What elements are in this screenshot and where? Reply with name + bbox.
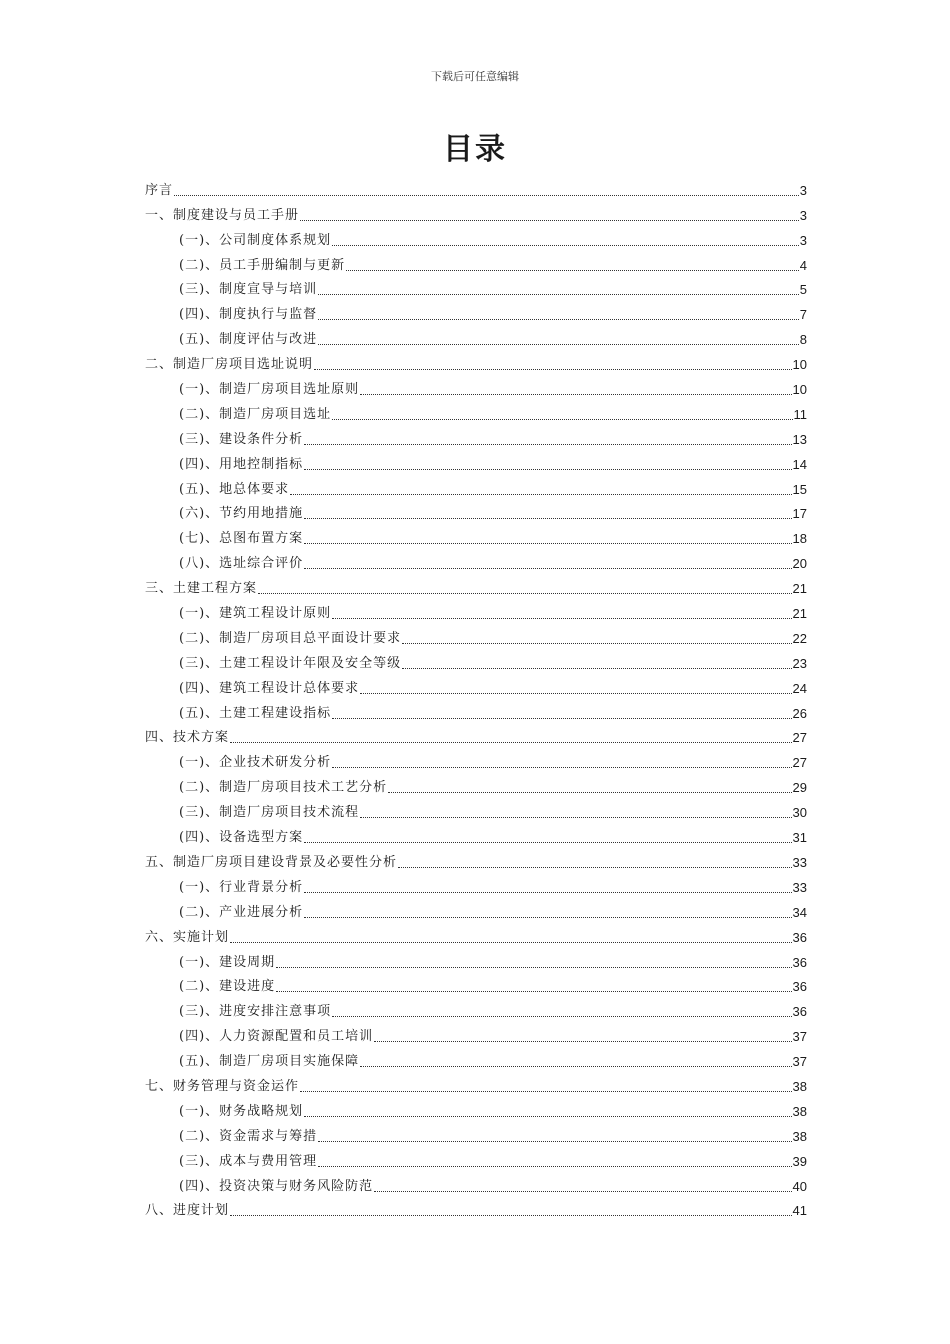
toc-entry-label: (三)、进度安排注意事项 bbox=[179, 1004, 332, 1020]
toc-entry-label: (一)、财务战略规划 bbox=[179, 1103, 304, 1119]
toc-entry-label: 八、进度计划 bbox=[145, 1203, 230, 1219]
toc-dot-leader bbox=[300, 220, 799, 221]
toc-entry[interactable] bbox=[145, 995, 807, 1020]
toc-entry-page-number: 33 bbox=[792, 854, 807, 870]
toc-entry[interactable] bbox=[145, 498, 807, 523]
toc-entry-page-number: 29 bbox=[792, 780, 807, 796]
toc-entry[interactable] bbox=[145, 1070, 807, 1095]
toc-entry[interactable] bbox=[145, 896, 807, 921]
toc-dot-leader bbox=[304, 568, 791, 569]
toc-entry-page-number: 38 bbox=[792, 1103, 807, 1119]
toc-entry-label: (三)、建设条件分析 bbox=[179, 431, 304, 447]
toc-entry[interactable] bbox=[145, 597, 807, 622]
toc-entry-page-number: 13 bbox=[792, 431, 807, 447]
toc-entry-label: 五、制造厂房项目建设背景及必要性分析 bbox=[145, 854, 398, 870]
toc-entry[interactable] bbox=[145, 697, 807, 722]
toc-entry-label: (一)、制造厂房项目选址原则 bbox=[179, 382, 360, 398]
toc-entry[interactable] bbox=[145, 224, 807, 249]
toc-entry-page-number: 11 bbox=[793, 406, 807, 422]
toc-entry-page-number: 26 bbox=[792, 705, 807, 721]
toc-entry-page-number: 10 bbox=[792, 382, 807, 398]
toc-entry[interactable] bbox=[145, 174, 807, 199]
toc-dot-leader bbox=[402, 668, 791, 669]
toc-entry-label: (五)、地总体要求 bbox=[179, 481, 290, 497]
toc-dot-leader bbox=[230, 942, 792, 943]
toc-entry-page-number: 20 bbox=[792, 556, 807, 572]
toc-entry-page-number: 30 bbox=[792, 805, 807, 821]
toc-dot-leader bbox=[258, 593, 792, 594]
toc-entry[interactable] bbox=[145, 423, 807, 448]
toc-entry-label: (三)、土建工程设计年限及安全等级 bbox=[179, 655, 402, 671]
toc-entry-page-number: 18 bbox=[792, 531, 807, 547]
toc-entry-page-number: 21 bbox=[792, 606, 807, 622]
toc-list bbox=[145, 174, 807, 1219]
toc-entry[interactable] bbox=[145, 1095, 807, 1120]
toc-entry-page-number: 40 bbox=[792, 1178, 807, 1194]
toc-entry[interactable] bbox=[145, 348, 807, 373]
toc-entry-label: (二)、制造厂房项目总平面设计要求 bbox=[179, 630, 402, 646]
toc-entry-page-number: 10 bbox=[792, 357, 807, 373]
toc-entry-label: (二)、制造厂房项目选址 bbox=[179, 406, 332, 422]
toc-dot-leader bbox=[398, 867, 792, 868]
toc-dot-leader bbox=[360, 693, 791, 694]
toc-entry-page-number: 22 bbox=[792, 630, 807, 646]
toc-entry-label: (四)、用地控制指标 bbox=[179, 456, 304, 472]
toc-dot-leader bbox=[276, 967, 791, 968]
toc-entry-page-number: 5 bbox=[799, 282, 807, 298]
toc-entry-page-number: 38 bbox=[792, 1078, 807, 1094]
toc-entry-label: (二)、制造厂房项目技术工艺分析 bbox=[179, 780, 388, 796]
toc-entry-page-number: 27 bbox=[792, 755, 807, 771]
toc-dot-leader bbox=[318, 1141, 791, 1142]
toc-entry-label: (三)、成本与费用管理 bbox=[179, 1153, 318, 1169]
toc-entry-label: (六)、节约用地措施 bbox=[179, 506, 304, 522]
toc-entry-label: (五)、制度评估与改进 bbox=[179, 332, 318, 348]
toc-entry[interactable] bbox=[145, 298, 807, 323]
toc-entry[interactable] bbox=[145, 1045, 807, 1070]
toc-entry[interactable] bbox=[145, 622, 807, 647]
toc-dot-leader bbox=[332, 1016, 791, 1017]
toc-entry-label: (四)、投资决策与财务风险防范 bbox=[179, 1178, 374, 1194]
toc-entry-page-number: 36 bbox=[792, 954, 807, 970]
toc-entry-label: (四)、建筑工程设计总体要求 bbox=[179, 680, 360, 696]
toc-dot-leader bbox=[304, 469, 791, 470]
toc-entry-page-number: 23 bbox=[792, 655, 807, 671]
toc-dot-leader bbox=[304, 543, 791, 544]
toc-dot-leader bbox=[360, 1066, 791, 1067]
toc-dot-leader bbox=[374, 1041, 791, 1042]
toc-entry-label: (四)、制度执行与监督 bbox=[179, 307, 318, 323]
toc-entry[interactable] bbox=[145, 522, 807, 547]
toc-entry[interactable] bbox=[145, 1195, 807, 1220]
toc-entry-page-number: 14 bbox=[792, 456, 807, 472]
toc-entry-page-number: 34 bbox=[792, 904, 807, 920]
toc-dot-leader bbox=[276, 991, 791, 992]
toc-entry[interactable] bbox=[145, 871, 807, 896]
toc-entry-label: 七、财务管理与资金运作 bbox=[145, 1078, 300, 1094]
toc-entry-label: (二)、建设进度 bbox=[179, 979, 276, 995]
toc-entry-page-number: 36 bbox=[792, 929, 807, 945]
toc-entry-page-number: 27 bbox=[792, 730, 807, 746]
toc-entry-page-number: 39 bbox=[792, 1153, 807, 1169]
toc-entry[interactable] bbox=[145, 1020, 807, 1045]
toc-dot-leader bbox=[332, 767, 791, 768]
toc-entry-label: (四)、人力资源配置和员工培训 bbox=[179, 1029, 374, 1045]
toc-entry-label: 三、土建工程方案 bbox=[145, 581, 258, 597]
toc-entry-page-number: 33 bbox=[792, 879, 807, 895]
toc-entry-page-number: 36 bbox=[792, 979, 807, 995]
toc-entry-page-number: 8 bbox=[799, 332, 807, 348]
toc-dot-leader bbox=[290, 494, 791, 495]
toc-entry[interactable] bbox=[145, 373, 807, 398]
toc-entry-label: (五)、制造厂房项目实施保障 bbox=[179, 1054, 360, 1070]
toc-dot-leader bbox=[360, 817, 791, 818]
header-note: 下载后可任意编辑 bbox=[431, 70, 519, 83]
toc-dot-leader bbox=[304, 444, 791, 445]
toc-dot-leader bbox=[300, 1091, 792, 1092]
toc-dot-leader bbox=[304, 842, 791, 843]
toc-entry[interactable] bbox=[145, 672, 807, 697]
toc-dot-leader bbox=[318, 294, 799, 295]
toc-entry-label: (二)、产业进展分析 bbox=[179, 904, 304, 920]
toc-entry[interactable] bbox=[145, 946, 807, 971]
toc-dot-leader bbox=[332, 419, 792, 420]
toc-entry-label: (一)、企业技术研发分析 bbox=[179, 755, 332, 771]
toc-entry[interactable] bbox=[145, 1145, 807, 1170]
toc-entry-page-number: 3 bbox=[799, 182, 807, 198]
toc-entry-page-number: 17 bbox=[792, 506, 807, 522]
toc-entry[interactable] bbox=[145, 448, 807, 473]
toc-dot-leader bbox=[346, 270, 799, 271]
toc-entry-label: (五)、土建工程建设指标 bbox=[179, 705, 332, 721]
toc-entry-label: (一)、建设周期 bbox=[179, 954, 276, 970]
toc-title: 目录 bbox=[443, 132, 507, 167]
toc-entry[interactable] bbox=[145, 746, 807, 771]
toc-dot-leader bbox=[174, 195, 799, 196]
toc-entry-page-number: 21 bbox=[792, 581, 807, 597]
toc-entry-label: 二、制造厂房项目选址说明 bbox=[145, 357, 314, 373]
toc-entry[interactable] bbox=[145, 647, 807, 672]
toc-entry-label: 序言 bbox=[145, 182, 174, 198]
toc-entry-label: (二)、资金需求与筹措 bbox=[179, 1128, 318, 1144]
toc-entry-label: (八)、选址综合评价 bbox=[179, 556, 304, 572]
toc-entry-label: (一)、建筑工程设计原则 bbox=[179, 606, 332, 622]
toc-entry-page-number: 4 bbox=[799, 257, 807, 273]
toc-entry-page-number: 3 bbox=[799, 207, 807, 223]
toc-entry[interactable] bbox=[145, 1170, 807, 1195]
toc-dot-leader bbox=[318, 1166, 791, 1167]
toc-entry-label: (七)、总图布置方案 bbox=[179, 531, 304, 547]
toc-entry[interactable] bbox=[145, 572, 807, 597]
toc-entry[interactable] bbox=[145, 249, 807, 274]
toc-dot-leader bbox=[318, 319, 799, 320]
toc-dot-leader bbox=[304, 518, 791, 519]
toc-entry-page-number: 36 bbox=[792, 1004, 807, 1020]
toc-entry[interactable] bbox=[145, 274, 807, 299]
toc-entry[interactable] bbox=[145, 846, 807, 871]
toc-entry-page-number: 38 bbox=[792, 1128, 807, 1144]
toc-entry[interactable] bbox=[145, 199, 807, 224]
toc-dot-leader bbox=[332, 245, 799, 246]
toc-entry-page-number: 31 bbox=[792, 830, 807, 846]
toc-entry[interactable] bbox=[145, 547, 807, 572]
toc-entry[interactable] bbox=[145, 921, 807, 946]
toc-entry-label: 一、制度建设与员工手册 bbox=[145, 207, 300, 223]
toc-entry-page-number: 37 bbox=[792, 1029, 807, 1045]
toc-entry[interactable] bbox=[145, 323, 807, 348]
toc-entry-label: (二)、员工手册编制与更新 bbox=[179, 257, 346, 273]
toc-dot-leader bbox=[230, 1215, 792, 1216]
toc-entry-label: 四、技术方案 bbox=[145, 730, 230, 746]
toc-dot-leader bbox=[318, 344, 799, 345]
toc-dot-leader bbox=[388, 792, 791, 793]
toc-entry[interactable] bbox=[145, 771, 807, 796]
toc-entry-page-number: 3 bbox=[799, 232, 807, 248]
toc-entry-page-number: 15 bbox=[792, 481, 807, 497]
toc-dot-leader bbox=[332, 718, 791, 719]
toc-entry-page-number: 41 bbox=[792, 1203, 807, 1219]
toc-entry[interactable] bbox=[145, 722, 807, 747]
toc-entry-label: (一)、公司制度体系规划 bbox=[179, 232, 332, 248]
toc-dot-leader bbox=[304, 1116, 791, 1117]
toc-entry-page-number: 24 bbox=[792, 680, 807, 696]
toc-dot-leader bbox=[314, 369, 792, 370]
toc-dot-leader bbox=[360, 394, 791, 395]
toc-entry-label: 六、实施计划 bbox=[145, 929, 230, 945]
toc-dot-leader bbox=[230, 742, 792, 743]
toc-entry[interactable] bbox=[145, 398, 807, 423]
toc-dot-leader bbox=[374, 1191, 791, 1192]
toc-entry-label: (三)、制造厂房项目技术流程 bbox=[179, 805, 360, 821]
toc-entry-label: (一)、行业背景分析 bbox=[179, 879, 304, 895]
toc-entry-label: (三)、制度宣导与培训 bbox=[179, 282, 318, 298]
toc-entry[interactable] bbox=[145, 796, 807, 821]
toc-dot-leader bbox=[304, 892, 791, 893]
toc-entry-label: (四)、设备选型方案 bbox=[179, 830, 304, 846]
toc-dot-leader bbox=[402, 643, 791, 644]
toc-entry[interactable] bbox=[145, 473, 807, 498]
toc-dot-leader bbox=[304, 917, 791, 918]
toc-entry[interactable] bbox=[145, 971, 807, 996]
toc-entry-page-number: 37 bbox=[792, 1054, 807, 1070]
toc-dot-leader bbox=[332, 618, 791, 619]
toc-entry-page-number: 7 bbox=[799, 307, 807, 323]
toc-entry[interactable] bbox=[145, 821, 807, 846]
toc-entry[interactable] bbox=[145, 1120, 807, 1145]
